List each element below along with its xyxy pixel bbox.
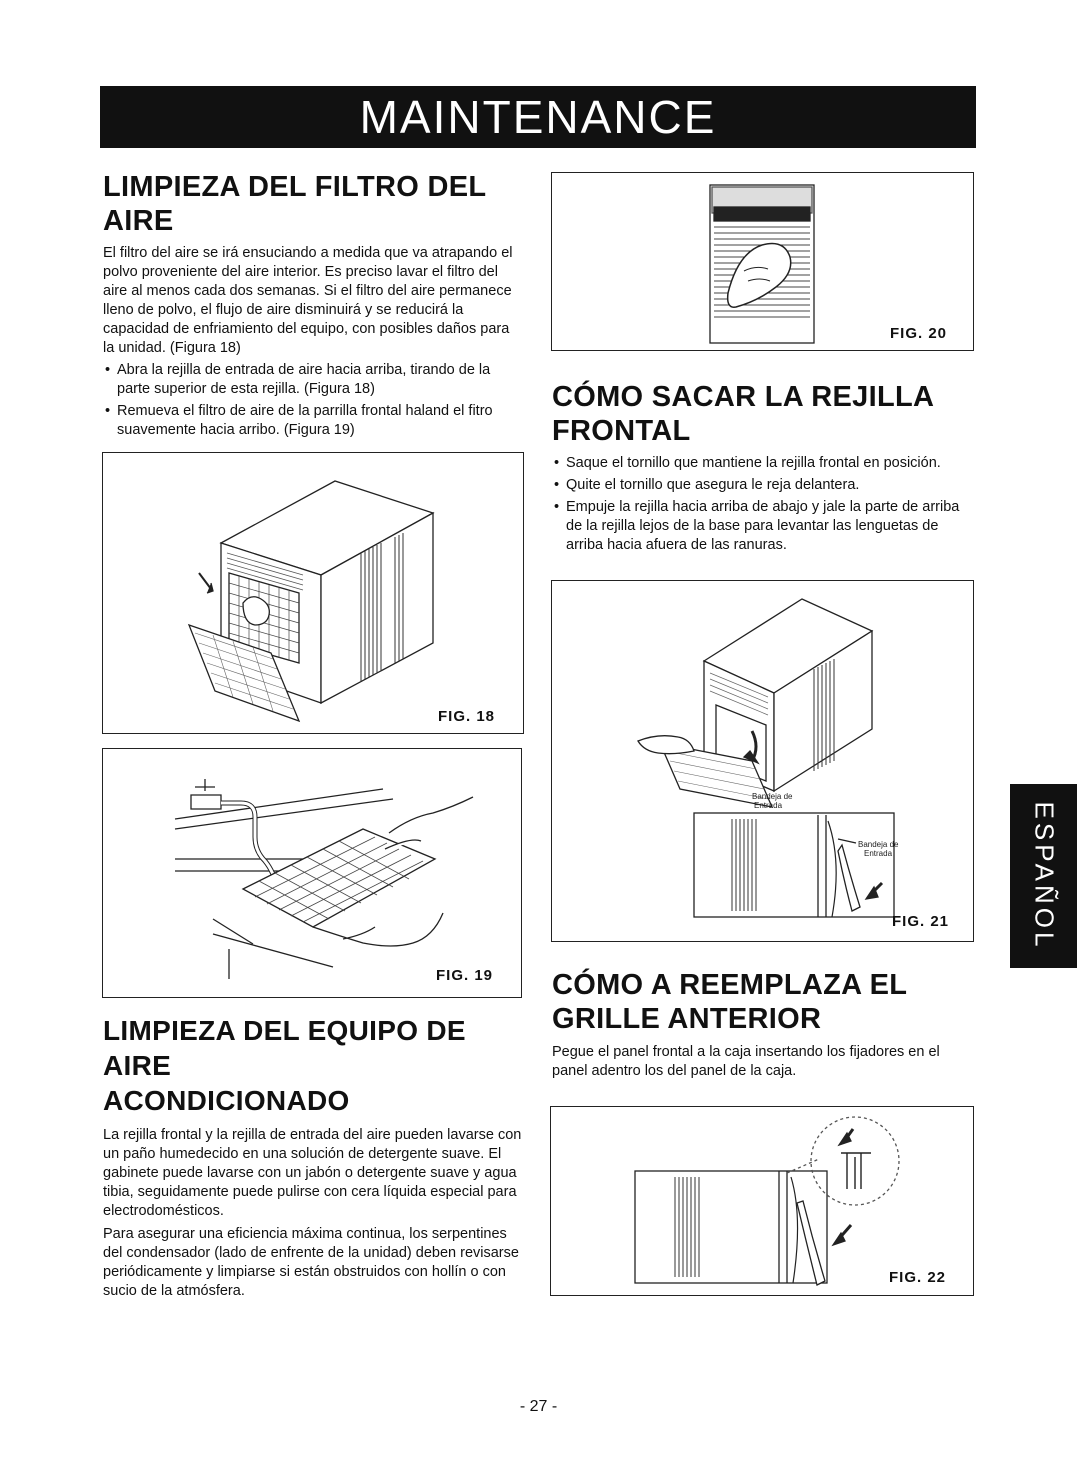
section-title-continued: FRONTAL	[552, 415, 691, 447]
section-title-continued: GRILLE ANTERIOR	[552, 1003, 822, 1035]
callout-label: Entrada	[754, 801, 783, 810]
bullet-list	[552, 454, 977, 555]
front-panel-wiping-illustration	[552, 173, 973, 350]
section-cleaning	[103, 1013, 523, 1301]
list-item: • Remueva el filtro de aire de la parrilla frontal haland el fitro suavemente hacia arribo. (Figura 19)	[103, 402, 523, 440]
filter-washing-illustration	[103, 749, 521, 997]
section-body: El filtro del aire se irá ensuciando a medida que va atrapando el polvo proveniente del aire interior. Es preciso lavar el filtro del aire al menos cada dos semanas. Si el filtro del aire permanece lleno de polvo, el flujo de aire disminuirá y se reducirá la capacidad de enfriamiento del equipo, con posibles daños para la unidad. (Figura 18)	[103, 245, 513, 356]
figure-label: FIG. 20	[890, 325, 948, 342]
figure-20	[551, 172, 974, 351]
section-title: LIMPIEZA DEL FILTRO DEL AIRE	[103, 171, 486, 237]
list-item: • Empuje la rejilla hacia arriba de abajo y jale la parte de arriba de la rejilla lejos de la base para levantar las lenguetas de arriba hacia afuera de las ranuras.	[552, 498, 977, 555]
figure-label: FIG. 19	[436, 967, 494, 984]
section-body: Para asegurar una eficiencia máxima continua, los serpentines del condensador (lado de enfrente de la unidad) deben revisarse periódicamente y limpiarse si están obstruidos con hollín o con sucio de la atmósfera.	[103, 1226, 519, 1299]
page-banner: MAINTENANCE	[100, 86, 976, 148]
list-item: • Quite el tornillo que asegura le reja delantera.	[552, 476, 977, 495]
figure-label: FIG. 21	[892, 913, 950, 930]
language-tab-label: ESPAÑOL	[1029, 801, 1059, 951]
list-item: • Saque el tornillo que mantiene la rejilla frontal en posición.	[552, 454, 977, 473]
grille-removal-illustration	[552, 581, 973, 941]
section-body: Pegue el panel frontal a la caja insertando los fijadores en el panel adentro los del panel de la caja.	[552, 1044, 940, 1079]
figure-22	[550, 1106, 974, 1296]
section-remove-grille	[552, 380, 977, 558]
section-title: LIMPIEZA DEL EQUIPO DE AIRE	[103, 1015, 466, 1081]
figure-label: FIG. 18	[438, 708, 496, 725]
section-replace-grille	[552, 968, 977, 1081]
page-number: - 27 -	[519, 1398, 558, 1415]
bullet-list	[103, 361, 523, 440]
figure-label: FIG. 22	[889, 1269, 947, 1286]
section-title-continued: ACONDICIONADO	[103, 1085, 350, 1116]
callout-label: Bandeja de	[858, 840, 899, 849]
list-item: • Abra la rejilla de entrada de aire hacia arriba, tirando de la parte superior de esta rejilla. (Figura 18)	[103, 361, 523, 399]
language-side-tab	[1010, 784, 1077, 968]
callout-label: Entrada	[864, 849, 893, 858]
section-title: CÓMO SACAR LA REJILLA	[552, 381, 935, 413]
callout-label: Bandeja de	[752, 792, 793, 801]
figure-19	[102, 748, 522, 998]
figure-18	[102, 452, 524, 734]
section-body: La rejilla frontal y la rejilla de entrada del aire pueden lavarse con un paño humedecido en una solución de detergente suave. El gabinete puede lavarse con un jabón o detergente suave y agua tibia, seguidamente puede pulirse con cera líquida especial para electrodomésticos.	[103, 1127, 522, 1219]
section-title: CÓMO A REEMPLAZA EL	[552, 969, 908, 1001]
figure-21	[551, 580, 974, 942]
grille-reinstall-illustration	[551, 1107, 973, 1295]
section-filter	[103, 170, 523, 443]
air-conditioner-open-grille-illustration	[103, 453, 523, 733]
